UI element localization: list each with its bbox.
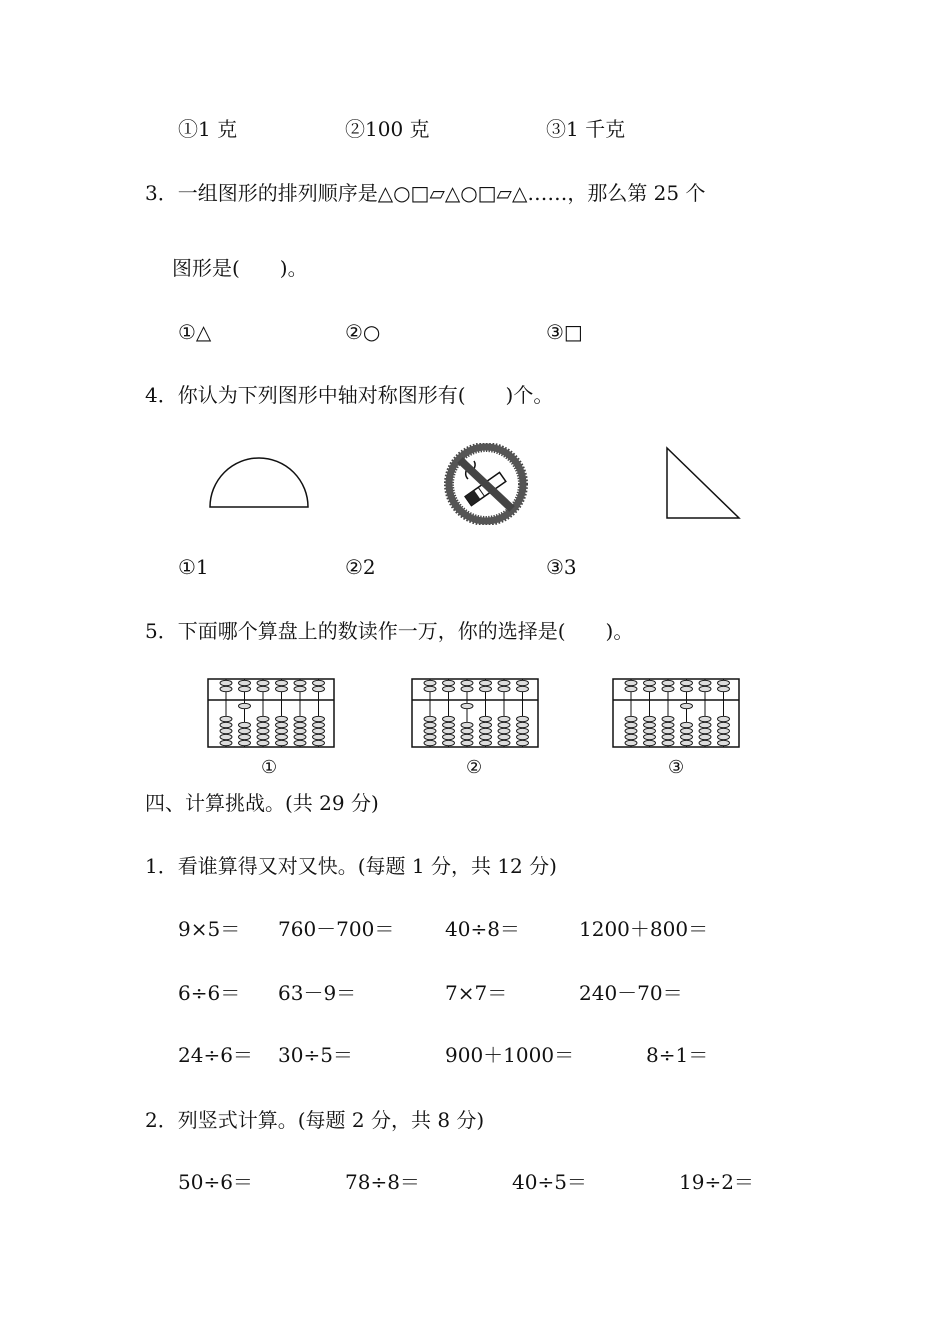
- q3-stem-line1: 3．一组图形的排列顺序是△○□▱△○□▱△……，那么第 25 个: [145, 181, 706, 205]
- section4-title: 四、计算挑战。(共 29 分): [145, 791, 379, 815]
- q2-option-2: ②100 克: [345, 117, 430, 141]
- right-triangle-icon: [662, 444, 746, 524]
- calc1-stem: 1．看谁算得又对又快。(每题 1 分，共 12 分): [145, 854, 557, 878]
- q3-stem-line2: 图形是( )。: [172, 256, 308, 280]
- q3-option-2: ②○: [345, 320, 381, 344]
- calc1-item: 1200＋800＝: [579, 917, 709, 941]
- calc1-item: 240－70＝: [579, 981, 683, 1005]
- q4-option-1: ①1: [178, 555, 209, 579]
- calc2-stem: 2．列竖式计算。(每题 2 分，共 8 分): [145, 1108, 485, 1132]
- q4-option-2: ②2: [345, 555, 376, 579]
- q3-option-1: ①△: [178, 320, 212, 344]
- q5-stem: 5．下面哪个算盘上的数读作一万，你的选择是( )。: [145, 619, 634, 643]
- no-smoking-icon: [440, 443, 532, 525]
- calc2-item: 40÷5＝: [512, 1170, 587, 1194]
- abacus-label-3: ③: [668, 757, 685, 778]
- calc1-item: 9×5＝: [178, 917, 241, 941]
- abacus-1-icon: [207, 678, 337, 750]
- calc1-item: 6÷6＝: [178, 981, 241, 1005]
- calc1-item: 63－9＝: [278, 981, 357, 1005]
- abacus-label-1: ①: [261, 757, 278, 778]
- calc1-item: 7×7＝: [445, 981, 508, 1005]
- abacus-label-2: ②: [466, 757, 483, 778]
- semicircle-icon: [205, 455, 313, 513]
- q3-option-3: ③□: [546, 320, 583, 344]
- calc2-item: 78÷8＝: [345, 1170, 420, 1194]
- calc1-item: 8÷1＝: [646, 1043, 709, 1067]
- q2-option-3: ③1 千克: [546, 117, 626, 141]
- abacus-3-icon: [612, 678, 742, 750]
- calc1-item: 24÷6＝: [178, 1043, 253, 1067]
- calc1-item: 900＋1000＝: [445, 1043, 575, 1067]
- abacus-2-icon: [411, 678, 541, 750]
- q4-option-3: ③3: [546, 555, 577, 579]
- calc1-item: 30÷5＝: [278, 1043, 353, 1067]
- q2-option-1: ①1 克: [178, 117, 238, 141]
- calc2-item: 19÷2＝: [679, 1170, 754, 1194]
- q4-stem: 4．你认为下列图形中轴对称图形有( )个。: [145, 383, 554, 407]
- calc2-item: 50÷6＝: [178, 1170, 253, 1194]
- calc1-item: 760－700＝: [278, 917, 395, 941]
- calc1-item: 40÷8＝: [445, 917, 520, 941]
